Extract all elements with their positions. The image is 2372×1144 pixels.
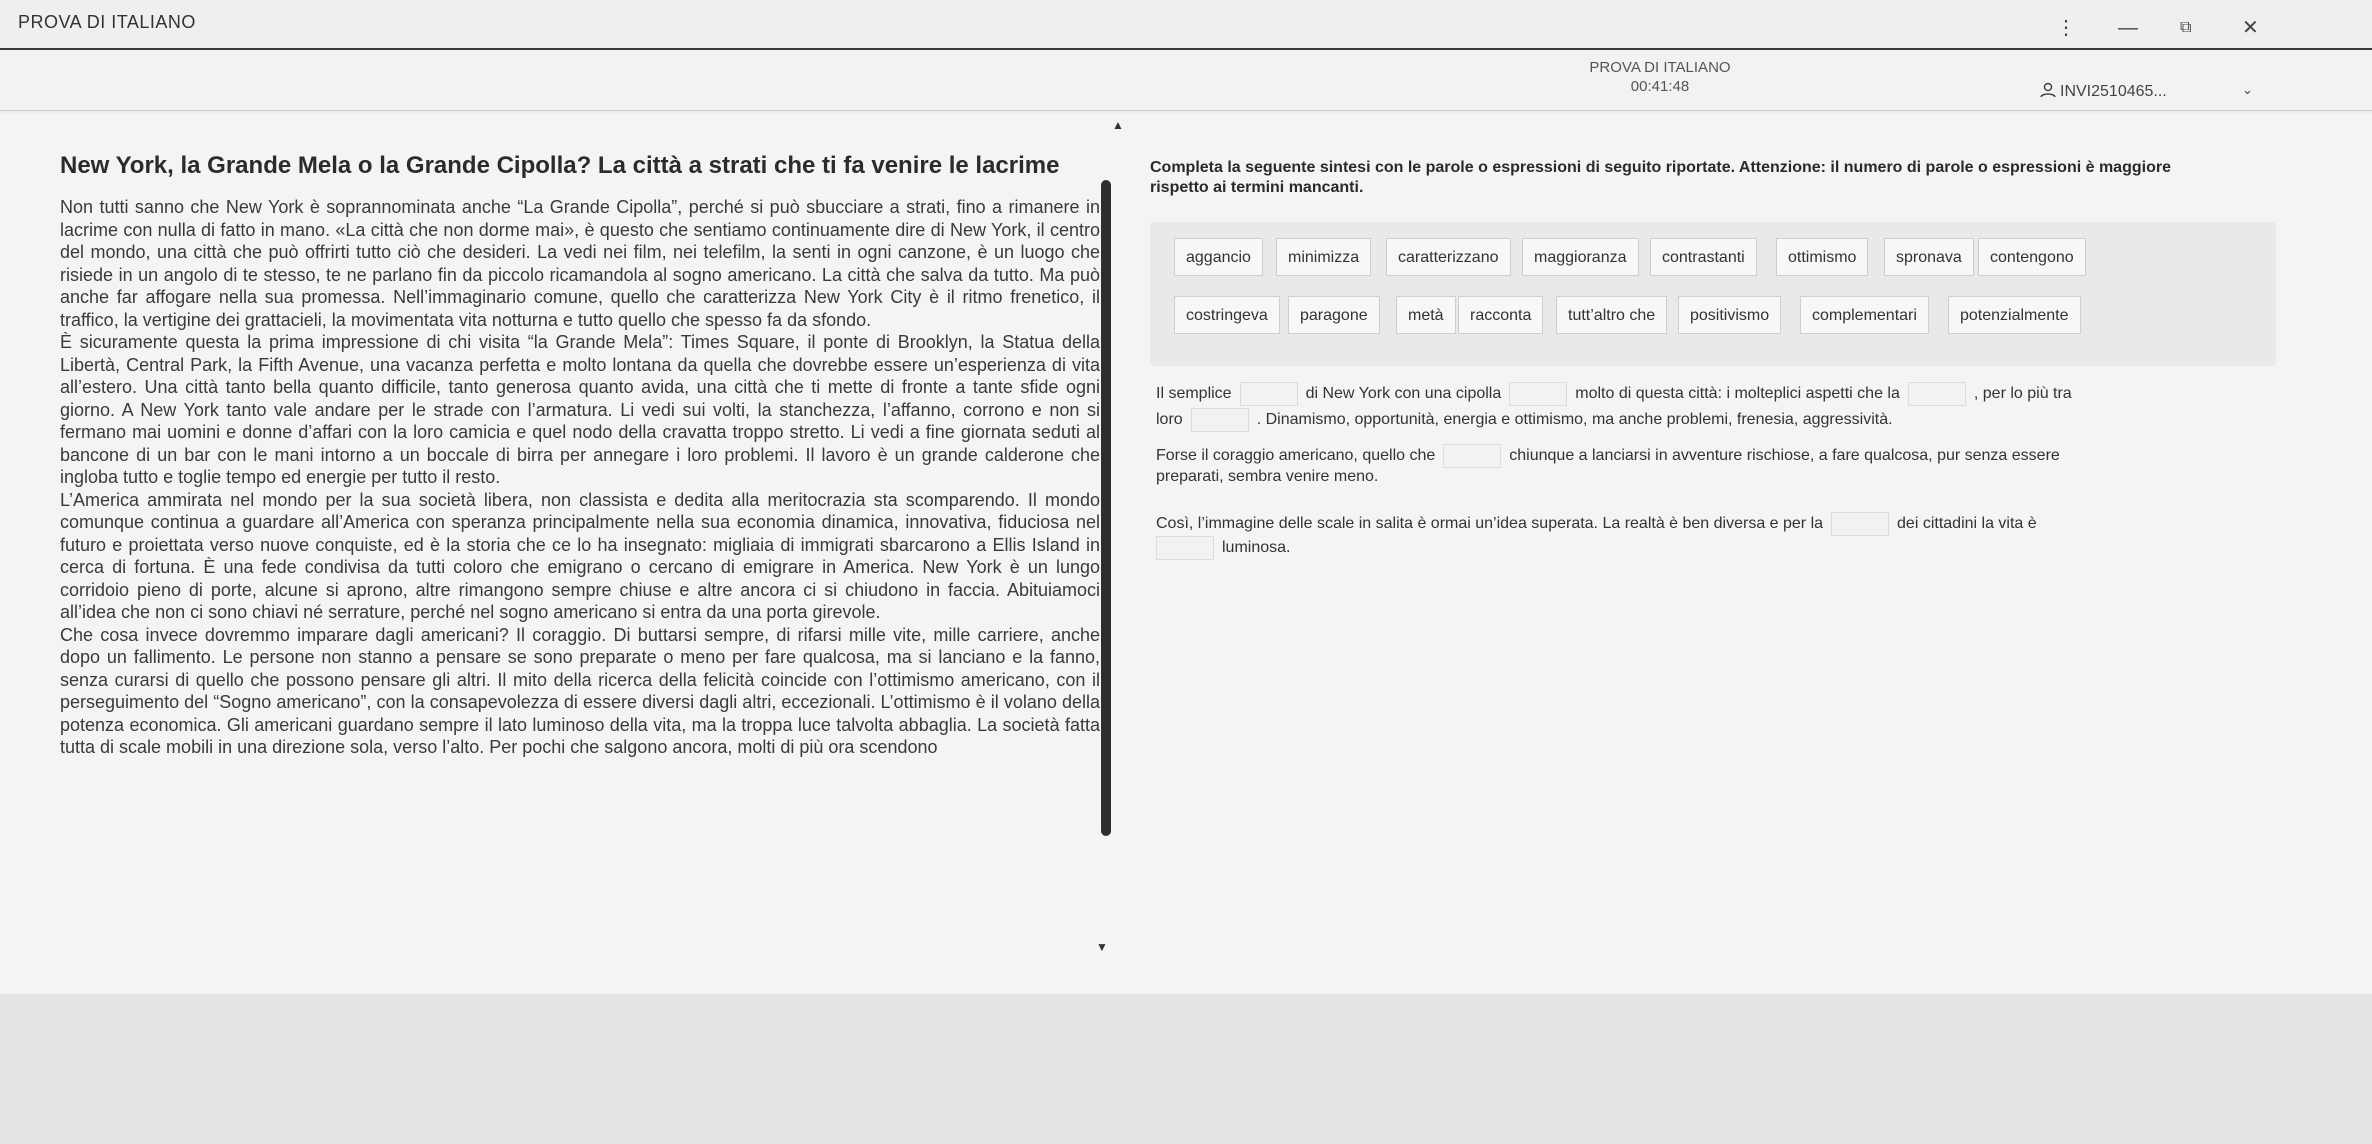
summary-line [1156, 444, 2060, 468]
blank-drop-zone[interactable] [1509, 382, 1567, 406]
summary-text-segment: chiunque a lanciarsi in avventure rischiose, a fare qualcosa, pur senza essere [1509, 447, 2060, 465]
minimize-icon[interactable]: — [2118, 17, 2138, 39]
summary-line [1156, 382, 2072, 406]
summary-text-segment: Forse il coraggio americano, quello che [1156, 447, 1436, 465]
summary-text-segment: Il semplice [1156, 385, 1232, 403]
blank-drop-zone[interactable] [1240, 382, 1298, 406]
kebab-menu-icon[interactable]: ⋮ [2056, 17, 2076, 39]
summary-line [1156, 536, 1290, 560]
word-chip[interactable]: metà [1396, 296, 1456, 334]
blank-drop-zone[interactable] [1908, 382, 1966, 406]
summary-line [1156, 512, 2037, 536]
word-bank [1150, 222, 2276, 366]
chevron-down-icon[interactable]: ⌄ [2242, 82, 2253, 97]
word-chip[interactable]: potenzialmente [1948, 296, 2081, 334]
blank-drop-zone[interactable] [1831, 512, 1889, 536]
word-chip[interactable]: contengono [1978, 238, 2086, 276]
word-chip[interactable]: caratterizzano [1386, 238, 1511, 276]
word-chip[interactable]: complementari [1800, 296, 1929, 334]
summary-text-segment: . Dinamismo, opportunità, energia e ottimismo, ma anche problemi, frenesia, aggressività. [1256, 411, 1893, 429]
article-scrollbar[interactable] [1101, 180, 1111, 836]
summary-text-segment: preparati, sembra venire meno. [1156, 468, 1379, 485]
word-chip[interactable]: contrastanti [1650, 238, 1757, 276]
scroll-up-icon[interactable]: ▲ [1112, 118, 1124, 132]
scroll-down-icon[interactable]: ▼ [1096, 940, 1108, 954]
article-body: Non tutti sanno che New York è soprannominata anche “La Grande Cipolla”, perché si può sbucciare a strati, fino a rimanere in lacrime con nulla di fatto in mano. «La città che non dorme mai», è questo che sentiamo continuamente dire di New York, il centro del mondo, una città che può offrirti tutto ciò che desideri. La vedi nei film, nei telefilm, la senti in ogni canzone, è un luogo che risiede in un angolo di te stesso, te ne parlano fin da piccolo ricamandola al sogno americano. La città che salva da tutto. Ma può anche far affogare nella sua promessa. Nell’immaginario comune, quello che caratterizza New York City è il ritmo frenetico, il traffico, la vertigine dei grattacieli, la movimentata vita notturna e tutto quello che spesso fa da sfondo. È sicuramente questa la prima impressione di chi visita “la Grande Mela”: Times Square, il ponte di Brooklyn, la Statua della Libertà, Central Park, la Fifth Avenue, una vacanza perfetta e molto lontana da quella che dovrebbe essere un’esperienza di vita all’estero. Una città tanto bella quanto difficile, tanto generosa quanto avida, una città che ti mette di fronte a tante sfide ogni giorno. A New York tanto vale andare per le strade con l’armatura. Li vedi sui volti, la stanchezza, l’affanno, corrono e non si fermano mai uomini e donne d’affari con la loro camicia e quel nodo della cravatta troppo stretto. Li vedi a fine giornata seduti al bancone di un bar con le mani intorno a un boccale di birra per annegare i loro problemi. Il lavoro è un grande calderone che ingloba tutto e toglie tempo ed energie per tutto il resto. L’America ammirata nel mondo per la sua società libera, non classista e dedita alla meritocrazia sta scomparendo. Il mondo comunque continua a guardare all’America con speranza principalmente nella sua economia dinamica, innovativa, fiduciosa nel futuro e proiettata verso nuove conquiste, ed è la storia che ce lo ha insegnato: migliaia di immigrati sbarcarono a Ellis Island in cerca di fortuna. È una fede condivisa da tutti coloro che emigrano o cercano di emigrare in America. New York è un lungo corridoio pieno di porte, alcune si aprono, altre rimangono sempre chiuse e altre ancora ci si chiudono in faccia. Abituiamoci all’idea che non ci sono chiavi né serrature, perché nel sogno americano si entra da una porta girevole. Che cosa invece dovremmo imparare dagli americani? Il coraggio. Di buttarsi sempre, di rifarsi mille vite, mille carriere, anche dopo un fallimento. Le persone non stanno a pensare se sono preparate o meno per fare qualcosa, ma si lanciano e la fanno, senza curarsi di quello che possono pensare gli altri. Il mito della ricerca della felicità coincide con l’ottimismo americano, con il perseguimento del “Sogno americano”, con la consapevolezza di essere diversi dagli altri, eccezionali. L’ottimismo è il volano della potenza economica. Gli americani guardano sempre il lato luminoso della vita, ma la troppa luce talvolta abbaglia. La società fatta tutta di scale mobili in una direzione sola, verso l’alto. Per pochi che salgono ancora, molti di più ora scendono [60, 197, 1100, 757]
exam-title: PROVA DI ITALIANO [1589, 59, 1731, 76]
blank-drop-zone[interactable] [1191, 408, 1249, 432]
user-icon [2040, 82, 2056, 98]
summary-text-segment: Così, l’immagine delle scale in salita è ormai un’idea superata. La realtà è ben diversa e per la [1156, 515, 1824, 533]
word-chip[interactable]: tutt’altro che [1556, 296, 1667, 334]
word-chip[interactable]: aggancio [1174, 238, 1263, 276]
summary-line [1156, 408, 1893, 432]
word-chip[interactable]: minimizza [1276, 238, 1371, 276]
timer: 00:41:48 [1630, 78, 1690, 95]
summary-text-segment: molto di questa città: i molteplici aspetti che la [1575, 385, 1900, 403]
exercise-instructions: Completa la seguente sintesi con le parole o espressioni di seguito riportate. Attenzione: il numero di parole o espressioni è maggiore rispetto ai termini mancanti. [1150, 159, 2171, 196]
bottom-area [0, 994, 2372, 1144]
user-menu[interactable] [2040, 82, 2167, 101]
word-chip[interactable]: paragone [1288, 296, 1380, 334]
word-chip[interactable]: racconta [1458, 296, 1543, 334]
exam-info [1540, 58, 1780, 96]
close-icon[interactable]: ✕ [2242, 17, 2259, 39]
blank-drop-zone[interactable] [1443, 444, 1501, 468]
word-chip[interactable]: costringeva [1174, 296, 1280, 334]
user-id: INVI2510465... [2060, 83, 2167, 100]
exam-header [0, 50, 2372, 111]
blank-drop-zone[interactable] [1156, 536, 1214, 560]
title-bar [0, 0, 2372, 50]
summary-line [1156, 468, 1378, 486]
word-chip[interactable]: ottimismo [1776, 238, 1868, 276]
summary-text-segment: luminosa. [1222, 539, 1291, 557]
article-pane[interactable] [60, 150, 1100, 950]
summary-text-segment: , per lo più tra [1973, 385, 2072, 403]
word-chip[interactable]: spronava [1884, 238, 1974, 276]
summary-text-segment: dei cittadini la vita è [1897, 515, 2037, 533]
word-chip[interactable]: positivismo [1678, 296, 1781, 334]
summary-text-segment: di New York con una cipolla [1305, 385, 1502, 403]
restore-icon[interactable]: ⧉ [2180, 19, 2192, 36]
word-chip[interactable]: maggioranza [1522, 238, 1639, 276]
app-title: PROVA DI ITALIANO [18, 12, 196, 32]
summary-text-segment: loro [1156, 411, 1183, 429]
article-title: New York, la Grande Mela o la Grande Cipolla? La città a strati che ti fa venire le lacrime [60, 152, 1060, 179]
